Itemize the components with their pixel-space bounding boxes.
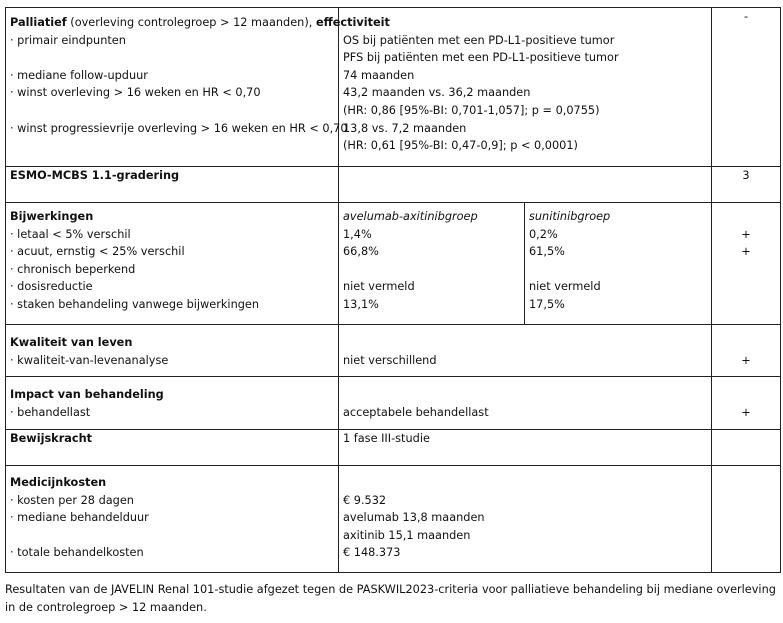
bijwerkingen-score: + bbox=[741, 227, 751, 241]
kwaliteit-value-cell bbox=[339, 325, 712, 377]
palliatief-value: (HR: 0,86 [95%-BI: 0,701-1,057]; p = 0,0755) bbox=[343, 103, 600, 117]
bewijs-value: 1 fase III-studie bbox=[339, 430, 712, 466]
kosten-label: · mediane behandelduur bbox=[10, 511, 149, 525]
palliatief-value: 74 maanden bbox=[343, 68, 415, 82]
palliatief-value: PFS bij patiënten met een PD-L1-positieve tumor bbox=[343, 51, 619, 65]
row-kwaliteit bbox=[6, 325, 781, 377]
bijwerkingen-label: · letaal < 5% verschil bbox=[10, 227, 131, 241]
bijwerkingen-a-value: 66,8% bbox=[343, 245, 379, 259]
bijwerkingen-label: · staken behandeling vanwege bijwerkingen bbox=[10, 297, 260, 311]
bijwerkingen-label: · chronisch beperkend bbox=[10, 262, 136, 276]
row-kosten bbox=[6, 466, 781, 573]
kwaliteit-label: · kwaliteit-van-levenanalyse bbox=[10, 353, 169, 367]
row-impact bbox=[6, 377, 781, 430]
impact-value: acceptabele behandellast bbox=[343, 405, 489, 419]
bijwerkingen-col-a-header: avelumab-axitinibgroep bbox=[343, 210, 478, 223]
kosten-label-cell bbox=[6, 466, 339, 573]
bijwerkingen-score-cell bbox=[712, 203, 781, 325]
kosten-label: · totale behandelkosten bbox=[10, 546, 144, 560]
bijwerkingen-b-value: 61,5% bbox=[529, 245, 565, 259]
table-caption: Resultaten van de JAVELIN Renal 101-studie afgezet tegen de PASKWIL2023-criteria voor palliatieve behandeling bij mediane overleving in de controlegroep > 12 maanden. bbox=[5, 583, 776, 614]
palliatief-label bbox=[10, 49, 334, 67]
esmo-score: 3 bbox=[712, 167, 781, 203]
esmo-value bbox=[339, 167, 712, 203]
kwaliteit-score-cell bbox=[712, 325, 781, 377]
impact-value-cell bbox=[339, 377, 712, 430]
palliatief-label bbox=[10, 137, 334, 155]
kwaliteit-score: + bbox=[741, 353, 751, 367]
palliatief-label: · winst overleving > 16 weken en HR < 0,70 bbox=[10, 86, 261, 100]
bewijs-label: Bewijskracht bbox=[6, 430, 339, 466]
bijwerkingen-a-value: niet vermeld bbox=[343, 280, 415, 294]
impact-label-cell bbox=[6, 377, 339, 430]
bijwerkingen-label-cell bbox=[6, 203, 339, 325]
bijwerkingen-a-value bbox=[343, 261, 520, 279]
kwaliteit-value: niet verschillend bbox=[343, 353, 437, 367]
bijwerkingen-score bbox=[716, 278, 776, 296]
bijwerkingen-score bbox=[716, 296, 776, 314]
bijwerkingen-label: · acuut, ernstig < 25% verschil bbox=[10, 245, 185, 259]
palliatief-value: (HR: 0,61 [95%-BI: 0,47-0,9]; p < 0,0001) bbox=[343, 139, 578, 153]
palliatief-heading: Palliatief (overleving controlegroep > 12 maanden), effectiviteit bbox=[10, 16, 390, 29]
bijwerkingen-label: · dosisreductie bbox=[10, 280, 93, 294]
criteria-table bbox=[5, 7, 781, 573]
palliatief-label bbox=[10, 102, 334, 120]
palliatief-label: · winst progressievrije overleving > 16 weken en HR < 0,70 bbox=[10, 121, 348, 135]
row-bewijskracht bbox=[6, 430, 781, 466]
palliatief-value: 43,2 maanden vs. 36,2 maanden bbox=[343, 86, 531, 100]
palliatief-value-cell bbox=[339, 8, 712, 167]
bijwerkingen-b-value: 17,5% bbox=[529, 297, 565, 311]
kwaliteit-heading: Kwaliteit van leven bbox=[10, 336, 133, 349]
palliatief-label: · mediane follow-upduur bbox=[10, 68, 148, 82]
bijwerkingen-score bbox=[716, 261, 776, 279]
kosten-value: € 148.373 bbox=[343, 546, 401, 560]
bewijs-score bbox=[712, 430, 781, 466]
row-esmo bbox=[6, 167, 781, 203]
kosten-value: axitinib 15,1 maanden bbox=[343, 528, 471, 542]
bijwerkingen-a-value: 1,4% bbox=[343, 227, 372, 241]
palliatief-value: 13,8 vs. 7,2 maanden bbox=[343, 121, 467, 135]
palliatief-score: - bbox=[712, 8, 781, 167]
bijwerkingen-b-value: 0,2% bbox=[529, 227, 558, 241]
bijwerkingen-col-b bbox=[525, 203, 712, 325]
impact-score-cell bbox=[712, 377, 781, 430]
row-palliatief bbox=[6, 8, 781, 167]
kosten-value: € 9.532 bbox=[343, 493, 387, 507]
kosten-value-cell bbox=[339, 466, 712, 573]
bijwerkingen-b-value bbox=[529, 261, 707, 279]
kosten-score bbox=[712, 466, 781, 573]
impact-heading: Impact van behandeling bbox=[10, 388, 164, 401]
bijwerkingen-col-b-header: sunitinibgroep bbox=[529, 210, 611, 223]
esmo-label: ESMO-MCBS 1.1-gradering bbox=[6, 167, 339, 203]
palliatief-label: · primair eindpunten bbox=[10, 33, 126, 47]
impact-label: · behandellast bbox=[10, 405, 91, 419]
kosten-label bbox=[10, 527, 334, 545]
kosten-heading: Medicijnkosten bbox=[10, 476, 107, 489]
bijwerkingen-b-value: niet vermeld bbox=[529, 280, 601, 294]
bijwerkingen-a-value: 13,1% bbox=[343, 297, 379, 311]
kosten-label: · kosten per 28 dagen bbox=[10, 493, 134, 507]
bijwerkingen-col-a bbox=[339, 203, 525, 325]
kosten-value: avelumab 13,8 maanden bbox=[343, 511, 485, 525]
bijwerkingen-heading: Bijwerkingen bbox=[10, 210, 94, 223]
impact-score: + bbox=[741, 405, 751, 419]
row-bijwerkingen bbox=[6, 203, 781, 325]
kwaliteit-label-cell bbox=[6, 325, 339, 377]
bijwerkingen-score: + bbox=[741, 245, 751, 259]
palliatief-value: OS bij patiënten met een PD-L1-positieve tumor bbox=[343, 33, 615, 47]
